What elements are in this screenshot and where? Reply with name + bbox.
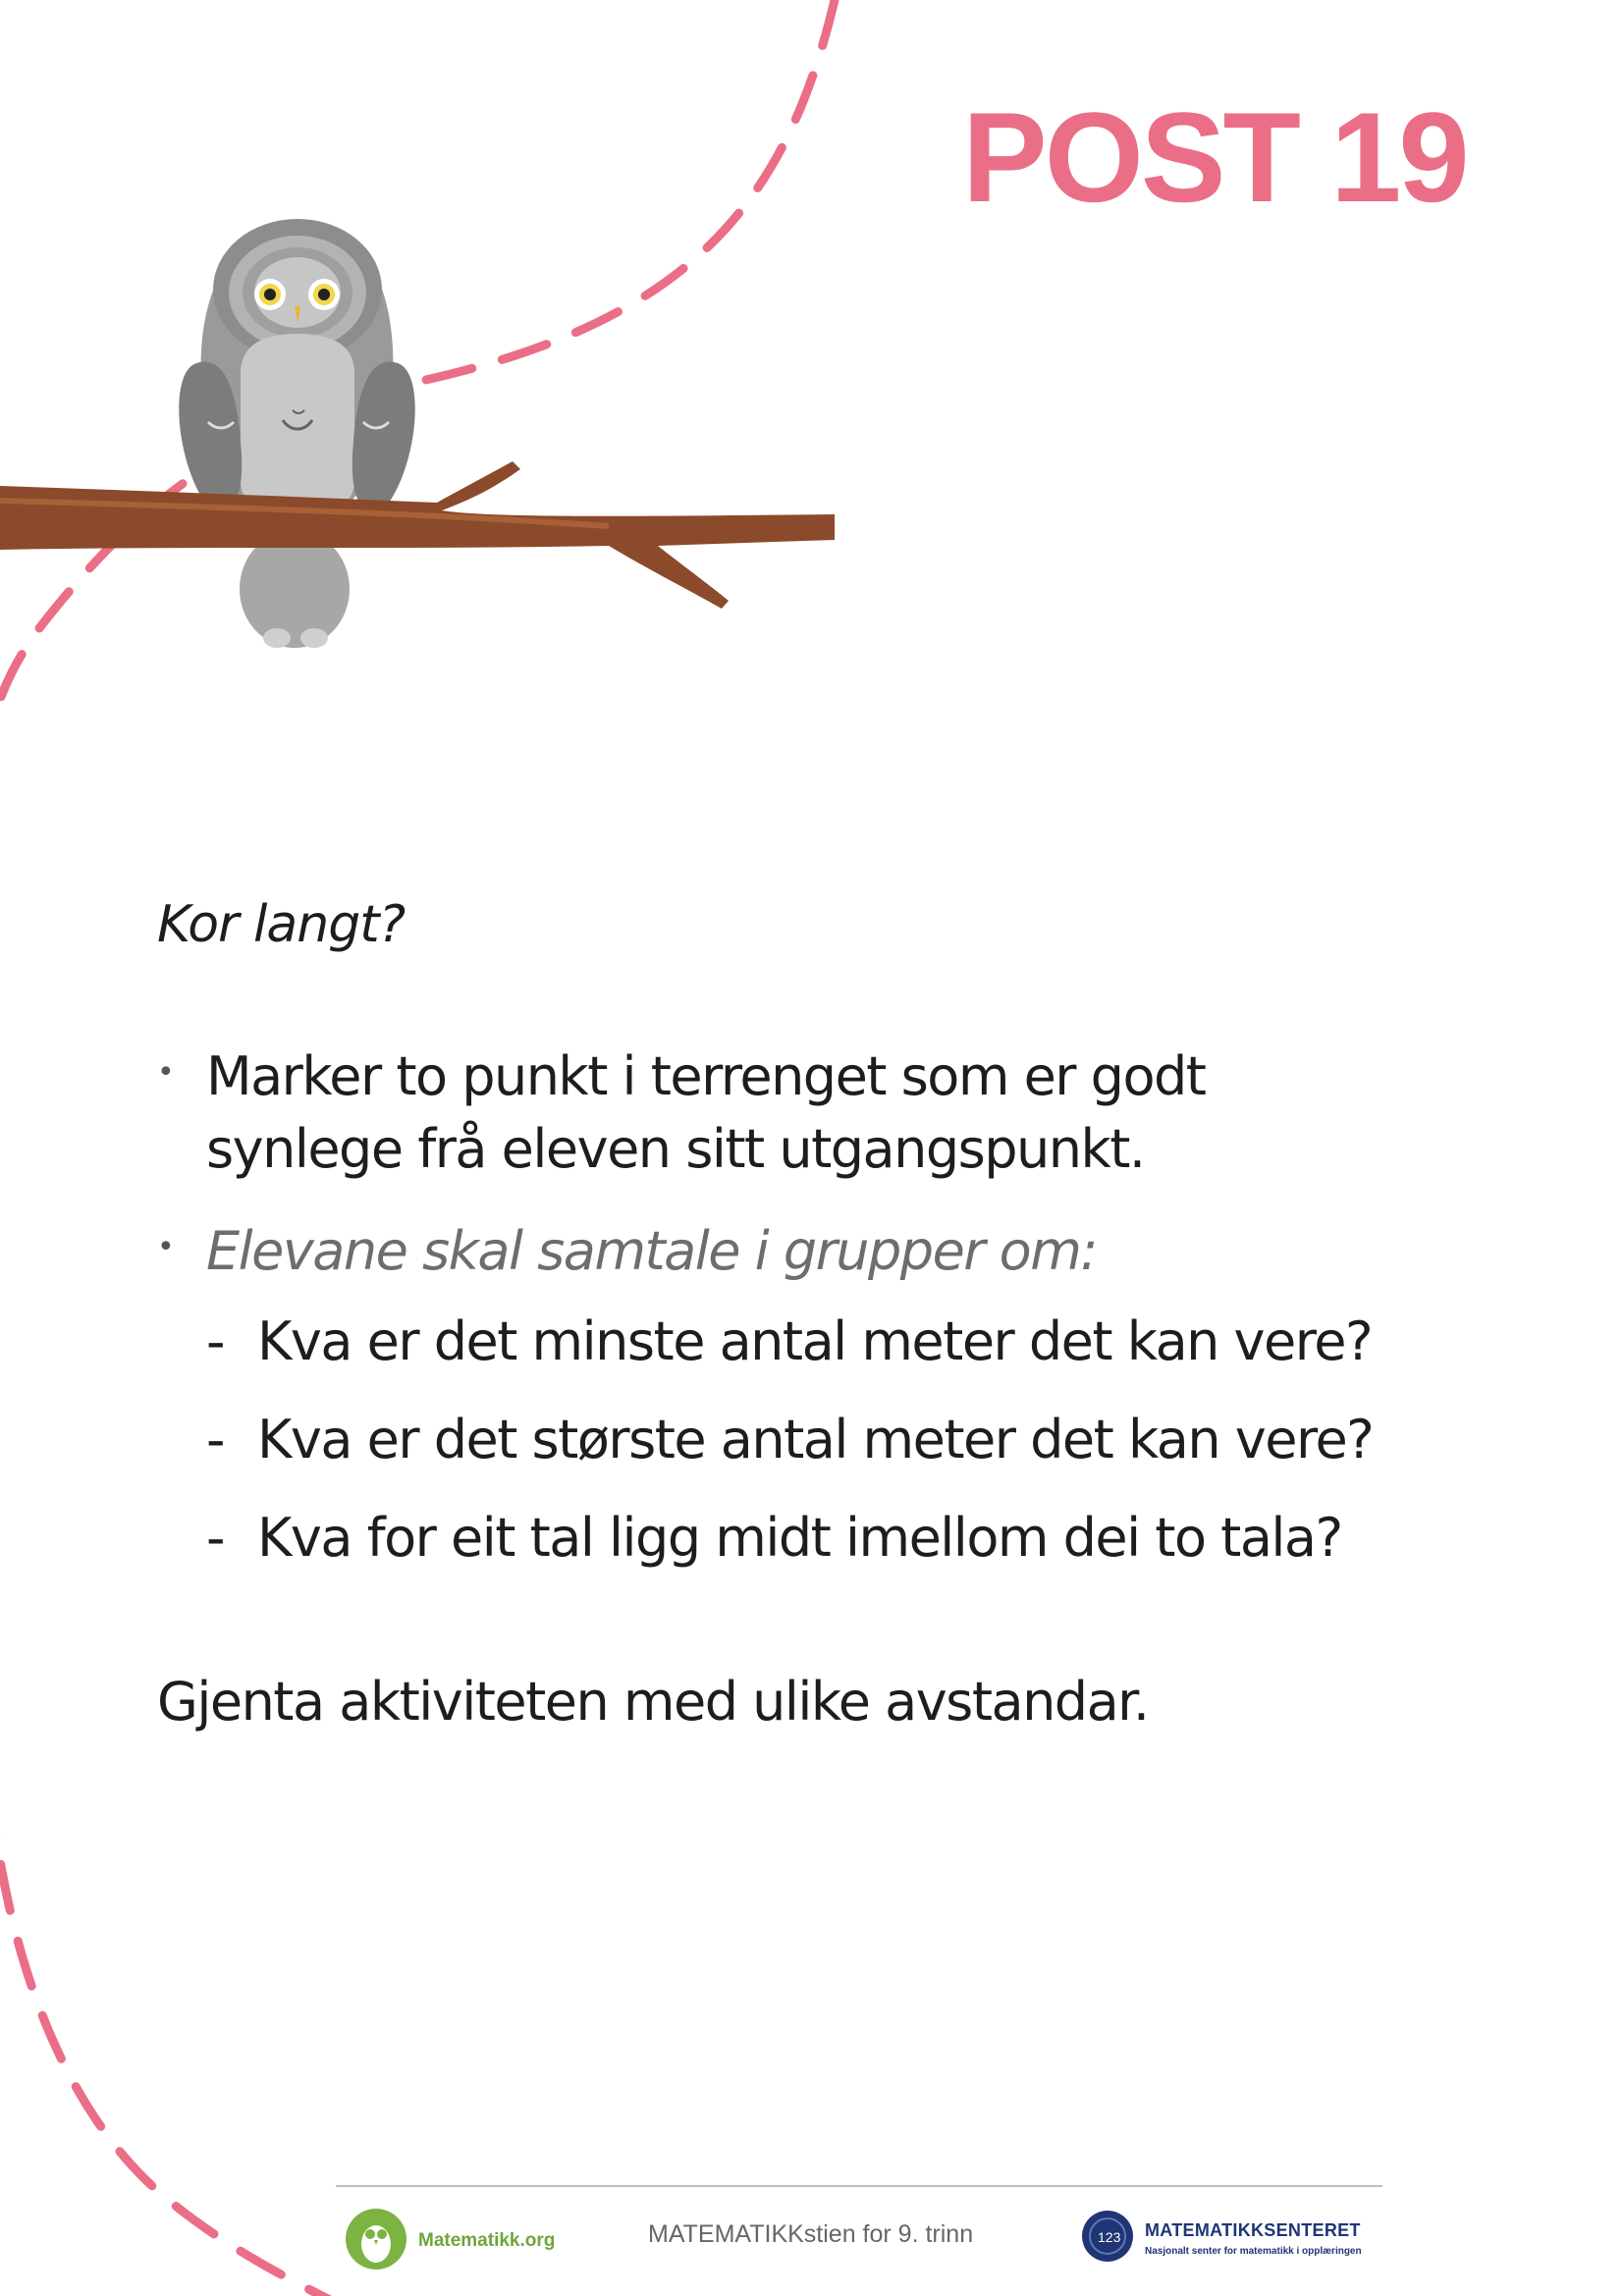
dashed-path-decoration-lower: [0, 1787, 334, 2296]
question-text: Kva for eit tal ligg midt imellom dei to tala?: [257, 1507, 1342, 1569]
task-heading: Kor langt?: [157, 895, 406, 954]
question-text: Kva er det største antal meter det kan vere?: [257, 1409, 1374, 1470]
matematikk-org-logo-text: Matematikk.org: [418, 2230, 556, 2251]
matematikksenteret-logo-icon: [1080, 2209, 1135, 2264]
closing-text: Gjenta aktiviteten med ulike avstandar.: [157, 1671, 1149, 1733]
svg-text:123: 123: [1098, 2229, 1121, 2245]
footer-divider: [336, 2185, 1382, 2187]
question-text: Kva er det minste antal meter det kan vere?: [257, 1310, 1373, 1372]
matematikk-org-logo: [344, 2207, 579, 2275]
dash-icon: -: [206, 1310, 224, 1372]
bullet-text-line-2: synlege frå eleven sitt utgangspunkt.: [206, 1118, 1145, 1180]
post-title: POST 19: [962, 85, 1467, 229]
matematikksenteret-logo-subtitle: Nasjonalt senter for matematikk i opplæringen: [1145, 2246, 1362, 2257]
owl-illustration: [179, 219, 415, 648]
bullet-dot-icon: •: [157, 1055, 174, 1090]
dashed-path-decoration: [0, 0, 835, 805]
bullet-dot-icon: •: [157, 1230, 174, 1264]
bullet-text-group-talk: Elevane skal samtale i grupper om:: [206, 1220, 1097, 1282]
footer-title: MATEMATIKKstien for 9. trinn: [648, 2220, 974, 2248]
matematikk-org-logo-icon: [344, 2207, 408, 2271]
dash-icon: -: [206, 1507, 224, 1569]
bullet-text-line-1: Marker to punkt i terrenget som er godt: [206, 1045, 1206, 1107]
dash-icon: -: [206, 1409, 224, 1470]
matematikksenteret-logo-title: MATEMATIKKSENTERET: [1145, 2220, 1361, 2240]
branch-illustration: [0, 461, 835, 609]
matematikksenteret-logo: [1080, 2207, 1394, 2275]
